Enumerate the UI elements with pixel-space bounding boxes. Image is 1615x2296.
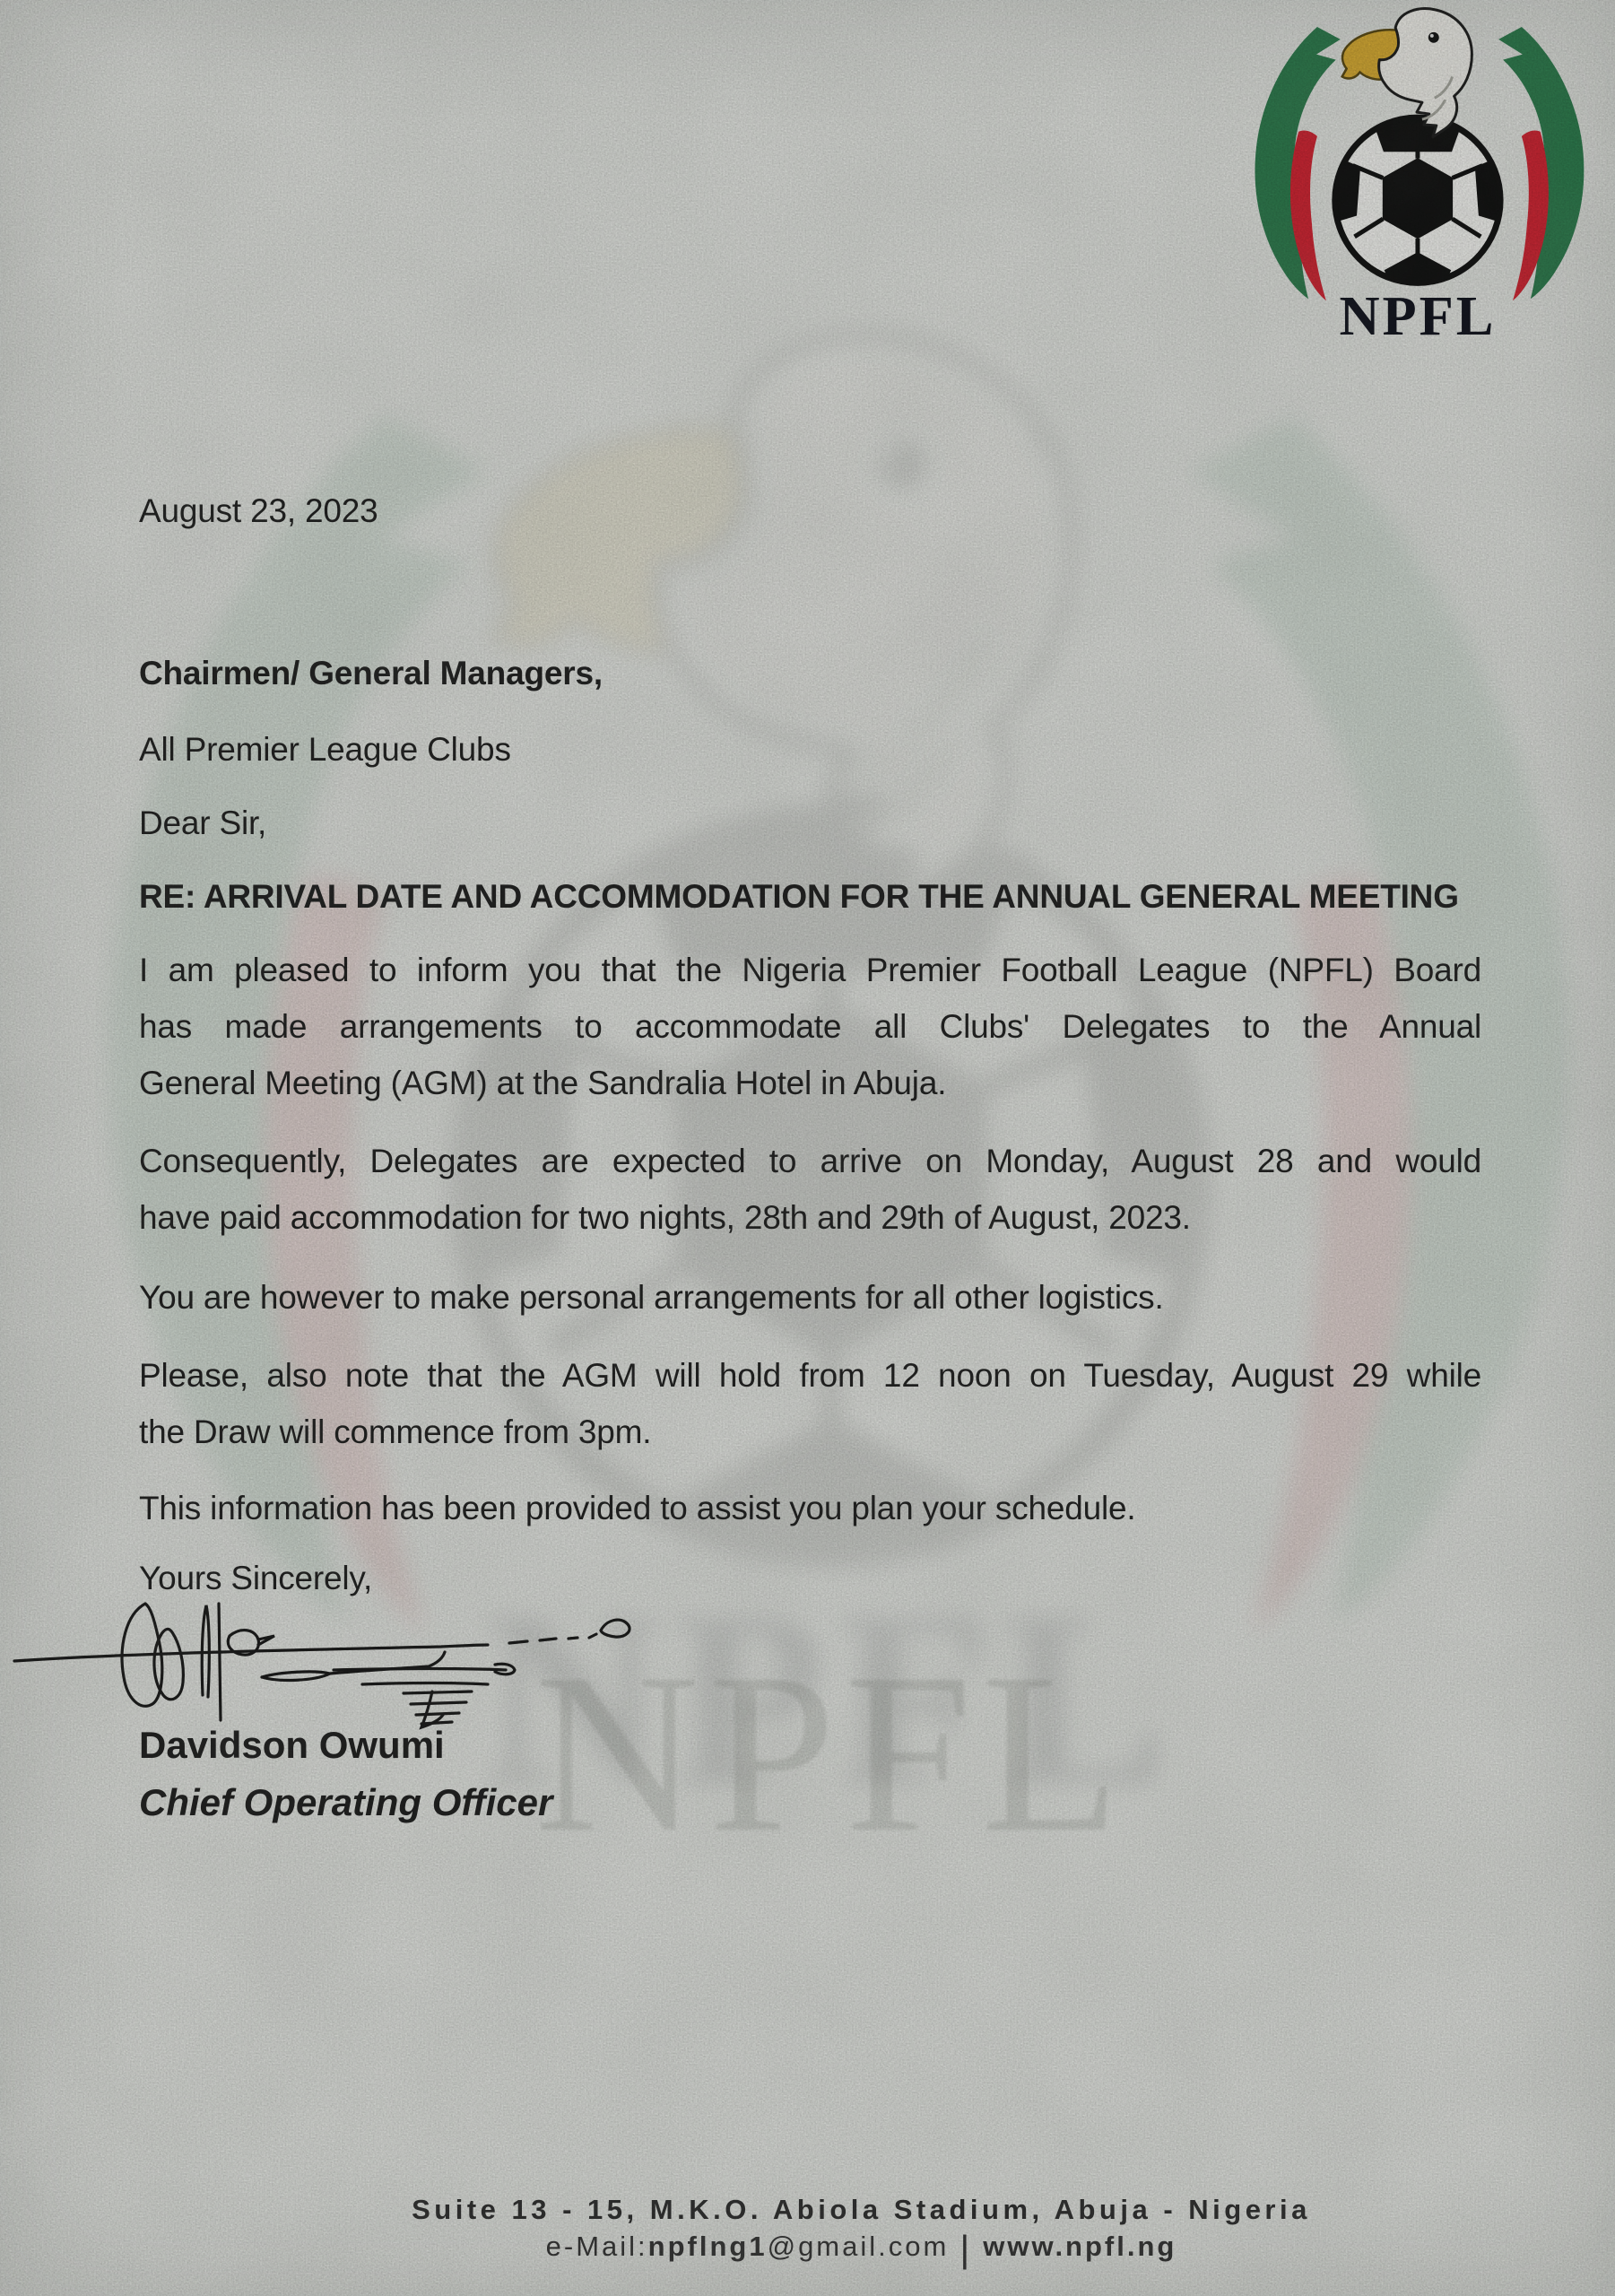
signature-icon [11, 1598, 638, 1733]
salutation: Dear Sir, [139, 804, 267, 841]
website-text: www.npfl.ng [983, 2231, 1177, 2262]
footer-address: Suite 13 - 15, M.K.O. Abiola Stadium, Abuja - Nigeria [412, 2194, 1311, 2225]
paragraph-3 [139, 1269, 1481, 1326]
recipient-line-1: Chairmen/ General Managers, [139, 655, 603, 691]
body-line: I am pleased to inform you that the Nigeria Premier Football League (NPFL) Board [139, 952, 1481, 988]
body-line: General Meeting (AGM) at the Sandralia Hotel in Abuja. [139, 1065, 947, 1101]
body-line: has made arrangements to accommodate all Clubs' Delegates to the Annual [139, 1008, 1481, 1045]
closing-line: Yours Sincerely, [139, 1560, 373, 1596]
recipient-line-2: All Premier League Clubs [139, 731, 511, 768]
signatory-title: Chief Operating Officer [139, 1781, 553, 1823]
subject-line: RE: ARRIVAL DATE AND ACCOMMODATION FOR THE ANNUAL GENERAL MEETING [139, 878, 1459, 915]
letter-body [139, 483, 1481, 1606]
text-watermark: NPFL [534, 1627, 1130, 1880]
footer-separator: | [959, 2228, 973, 2270]
paragraph-5 [139, 1480, 1481, 1536]
footer-contact [0, 2228, 1615, 2271]
date-line: August 23, 2023 [139, 492, 378, 529]
paragraph-2 [139, 1133, 1481, 1246]
signatory-name: Davidson Owumi [139, 1724, 445, 1766]
paragraph-1 [139, 942, 1481, 1111]
body-line: Please, also note that the AGM will hold from 12 noon on Tuesday, August 29 while [139, 1357, 1481, 1394]
body-line: have paid accommodation for two nights, 28th and 29th of August, 2023. [139, 1199, 1191, 1236]
body-line: the Draw will commence from 3pm. [139, 1413, 652, 1450]
body-line: You are however to make personal arrangements for all other logistics. [139, 1279, 1164, 1316]
email-label: e-Mail: [545, 2231, 648, 2262]
email-user: npflng1 [647, 2231, 768, 2262]
body-line: This information has been provided to assist you plan your schedule. [139, 1490, 1136, 1526]
email-domain: @gmail.com [767, 2231, 950, 2262]
npfl-logo [1212, 4, 1612, 342]
paragraph-4 [139, 1347, 1481, 1460]
body-line: Consequently, Delegates are expected to arrive on Monday, August 28 and would [139, 1143, 1481, 1179]
